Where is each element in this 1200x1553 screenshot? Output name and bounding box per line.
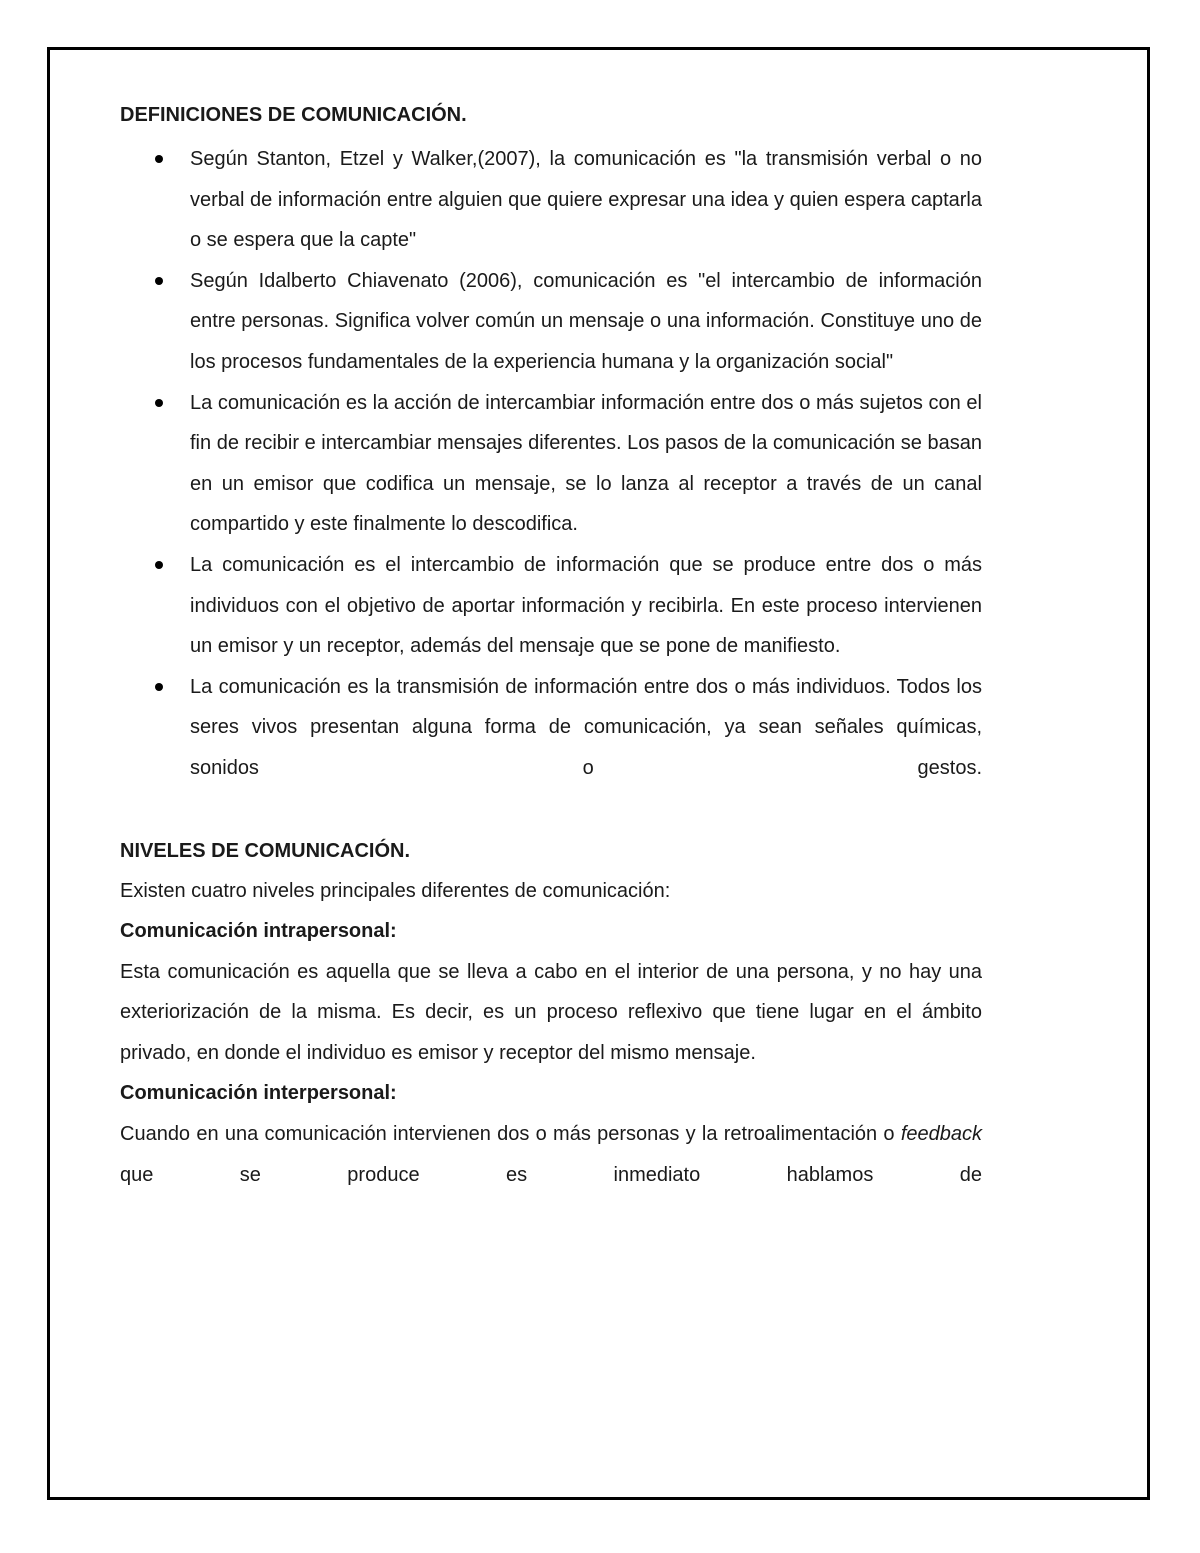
bullet-icon [155,277,163,285]
section-spacer [120,789,982,831]
section-intro: Existen cuatro niveles principales diferentes de comunicación: [120,879,671,902]
paragraph-interpersonal-part2: que se produce es inmediato hablamos de [120,1163,982,1186]
bullet-icon [155,399,163,407]
definition-item [120,383,982,545]
definition-item [120,545,982,667]
bullet-icon [155,683,163,691]
section-title-niveles: NIVELES DE COMUNICACIÓN. [120,839,411,862]
definition-item [120,261,982,383]
paragraph-interpersonal-part1: Cuando en una comunicación intervienen dos o más personas y la retroalimentación o [120,1123,901,1146]
subheading-intrapersonal: Comunicación intrapersonal: [120,920,397,943]
section-title-definiciones: DEFINICIONES DE COMUNICACIÓN. [120,104,467,126]
definition-text: Según Idalberto Chiavenato (2006), comunicación es "el intercambio de información entre personas. Significa volver común un mensaje o una información. Constituye uno de los procesos fundamentales de la experiencia humana y la organización social" [190,269,982,373]
definitions-list [120,139,982,789]
paragraph-interpersonal [120,1114,982,1195]
bullet-icon [155,155,163,163]
definition-text: La comunicación es el intercambio de información que se produce entre dos o más individuos con el objetivo de aportar información y recibirla. En este proceso intervienen un emisor y un receptor, además del mensaje que se pone de manifiesto. [190,553,982,658]
paragraph-intrapersonal: Esta comunicación es aquella que se lleva a cabo en el interior de una persona, y no hay una exteriorización de la misma. Es decir, es un proceso reflexivo que tiene lugar en el ámbito privado, en donde el individuo es emisor y receptor del mismo mensaje. [120,960,982,1064]
subheading-interpersonal: Comunicación interpersonal: [120,1082,397,1105]
bullet-icon [155,561,163,569]
document-body [120,95,982,1195]
definition-text: Según Stanton, Etzel y Walker,(2007), la comunicación es "la transmisión verbal o no verbal de información entre alguien que quiere expresar una idea y quien espera captarla o se espera que la capte" [190,148,982,252]
definition-text: La comunicación es la transmisión de información entre dos o más individuos. Todos los seres vivos presentan alguna forma de comunicación, ya sean señales químicas, sonidos o gestos. [190,675,982,779]
definition-text: La comunicación es la acción de intercambiar información entre dos o más sujetos con el fin de recibir e intercambiar mensajes diferentes. Los pasos de la comunicación se basan en un emisor que codifica un mensaje, se lo lanza al receptor a través de un canal compartido y este finalmente lo descodifica. [190,391,982,536]
definition-item [120,667,982,789]
definition-item [120,139,982,261]
feedback-term: feedback [900,1123,982,1146]
